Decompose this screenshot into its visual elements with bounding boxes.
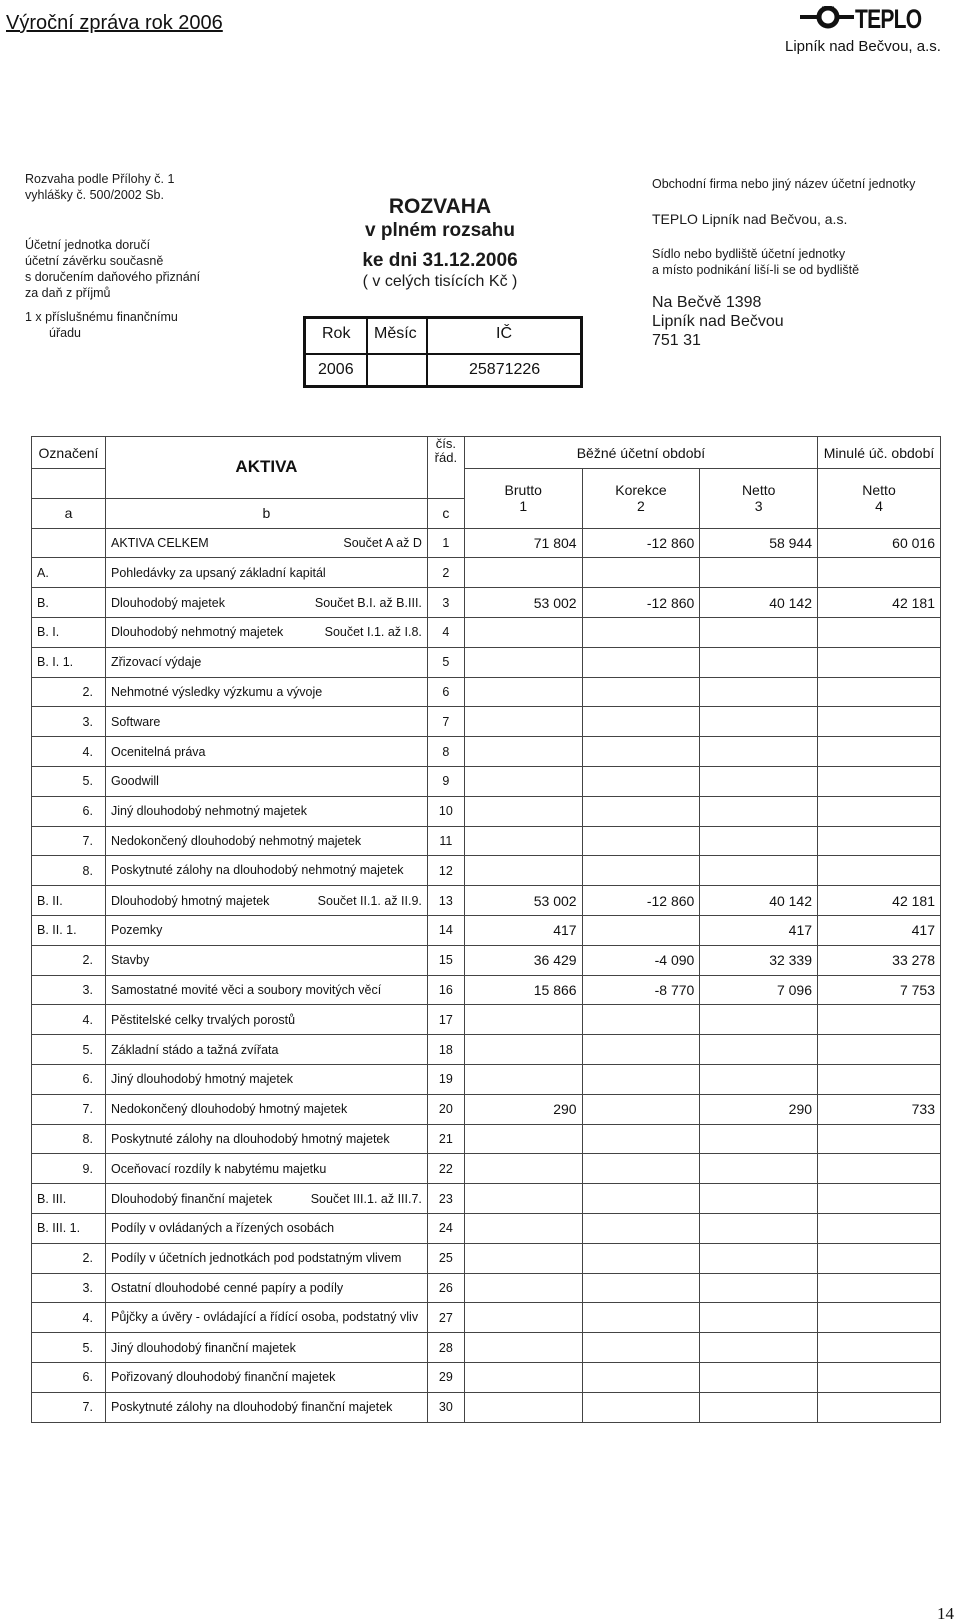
row-number: 11 [427, 826, 464, 856]
row-label: Podíly v ovládaných a řízených osobách [105, 1213, 427, 1243]
row-brutto: 36 429 [464, 945, 582, 975]
row-oznaceni: 2. [32, 1243, 106, 1273]
row-netto-prev [818, 1362, 941, 1392]
row-korekce [582, 1273, 700, 1303]
row-oznaceni: 4. [32, 737, 106, 767]
row-label: Software [105, 707, 427, 737]
header-aktiva: AKTIVA [105, 437, 427, 499]
sub-b: b [105, 498, 427, 528]
row-netto-prev: 42 181 [818, 886, 941, 916]
row-korekce [582, 677, 700, 707]
sub-c: c [427, 498, 464, 528]
left-note-1: Rozvaha podle Přílohy č. 1 vyhlášky č. 500/2002 Sb. [25, 172, 175, 202]
row-label: Nedokončený dlouhodobý hmotný majetek [105, 1094, 427, 1124]
right-label-1: Obchodní firma nebo jiný název účetní jednotky [652, 177, 916, 191]
row-netto-prev [818, 1213, 941, 1243]
row-netto-prev: 60 016 [818, 528, 941, 558]
row-netto-prev [818, 1005, 941, 1035]
row-korekce [582, 856, 700, 886]
row-oznaceni: 5. [32, 1035, 106, 1065]
row-netto-prev [818, 1303, 941, 1333]
table-row [32, 707, 941, 737]
row-number: 18 [427, 1035, 464, 1065]
row-label: AKTIVA CELKEM Součet A až D [105, 528, 427, 558]
row-netto-prev [818, 1273, 941, 1303]
row-korekce [582, 915, 700, 945]
row-label: Dlouhodobý hmotný majetek Součet II.1. až II.9. [105, 886, 427, 916]
row-brutto [464, 1243, 582, 1273]
row-korekce: -4 090 [582, 945, 700, 975]
row-brutto [464, 1362, 582, 1392]
row-korekce [582, 1064, 700, 1094]
row-netto [700, 1362, 818, 1392]
row-label: Poskytnuté zálohy na dlouhodobý nehmotný majetek [105, 856, 427, 886]
row-netto-prev [818, 1124, 941, 1154]
row-korekce [582, 617, 700, 647]
row-netto-prev: 7 753 [818, 975, 941, 1005]
row-netto [700, 1303, 818, 1333]
row-brutto [464, 707, 582, 737]
row-netto [700, 1333, 818, 1363]
row-brutto: 417 [464, 915, 582, 945]
row-label: Půjčky a úvěry - ovládající a řídící osoba, podstatný vliv [105, 1303, 427, 1333]
row-brutto [464, 856, 582, 886]
header-netto-prev: Netto 4 [818, 469, 941, 529]
row-netto-prev [818, 796, 941, 826]
row-brutto [464, 1273, 582, 1303]
row-netto: 7 096 [700, 975, 818, 1005]
row-netto-prev [818, 1333, 941, 1363]
table-row [32, 737, 941, 767]
row-netto [700, 1124, 818, 1154]
row-netto [700, 1064, 818, 1094]
row-korekce: -12 860 [582, 886, 700, 916]
row-label: Nedokončený dlouhodobý nehmotný majetek [105, 826, 427, 856]
row-number: 22 [427, 1154, 464, 1184]
row-oznaceni: B. III. [32, 1184, 106, 1214]
ic-label: IČ [496, 325, 512, 342]
row-korekce [582, 1213, 700, 1243]
row-korekce [582, 1184, 700, 1214]
header-brutto: Brutto 1 [464, 469, 582, 529]
row-netto-prev [818, 1064, 941, 1094]
header-cis: čís. řád. [427, 437, 464, 499]
row-netto-prev [818, 1184, 941, 1214]
row-netto [700, 1213, 818, 1243]
row-label: Jiný dlouhodobý hmotný majetek [105, 1064, 427, 1094]
balance-sheet-table [31, 436, 941, 1423]
row-korekce [582, 737, 700, 767]
row-korekce [582, 766, 700, 796]
row-oznaceni: 3. [32, 707, 106, 737]
row-oznaceni: 6. [32, 1064, 106, 1094]
row-number: 28 [427, 1333, 464, 1363]
row-number: 24 [427, 1213, 464, 1243]
row-oznaceni: 3. [32, 975, 106, 1005]
row-brutto [464, 1213, 582, 1243]
row-number: 4 [427, 617, 464, 647]
row-korekce: -12 860 [582, 588, 700, 618]
row-brutto [464, 1184, 582, 1214]
row-label: Poskytnuté zálohy na dlouhodobý finanční majetek [105, 1392, 427, 1422]
row-oznaceni: 2. [32, 945, 106, 975]
table-row [32, 1362, 941, 1392]
table-row [32, 856, 941, 886]
row-number: 5 [427, 647, 464, 677]
row-korekce [582, 1035, 700, 1065]
row-oznaceni: 4. [32, 1303, 106, 1333]
table-row [32, 1154, 941, 1184]
row-number: 26 [427, 1273, 464, 1303]
row-oznaceni: 2. [32, 677, 106, 707]
row-netto-prev [818, 558, 941, 588]
row-netto [700, 1243, 818, 1273]
table-row [32, 945, 941, 975]
row-number: 17 [427, 1005, 464, 1035]
row-netto [700, 1392, 818, 1422]
row-label: Jiný dlouhodobý nehmotný majetek [105, 796, 427, 826]
row-oznaceni: B. [32, 588, 106, 618]
row-sum: Součet A až D [343, 535, 422, 550]
table-row [32, 1303, 941, 1333]
row-oznaceni: 6. [32, 1362, 106, 1392]
row-number: 16 [427, 975, 464, 1005]
row-brutto [464, 766, 582, 796]
row-oznaceni: 8. [32, 1124, 106, 1154]
row-korekce [582, 1362, 700, 1392]
row-korekce [582, 707, 700, 737]
row-netto: 32 339 [700, 945, 818, 975]
row-netto [700, 677, 818, 707]
row-number: 10 [427, 796, 464, 826]
row-netto [700, 796, 818, 826]
row-netto-prev: 733 [818, 1094, 941, 1124]
row-netto [700, 856, 818, 886]
table-row [32, 1005, 941, 1035]
header-bezne: Běžné účetní období [464, 437, 817, 469]
row-korekce [582, 1303, 700, 1333]
row-netto-prev: 417 [818, 915, 941, 945]
row-netto-prev [818, 617, 941, 647]
mesic-label: Měsíc [374, 325, 417, 342]
row-number: 21 [427, 1124, 464, 1154]
table-row [32, 1273, 941, 1303]
table-row [32, 915, 941, 945]
doc-units: ( v celých tisících Kč ) [362, 273, 518, 290]
report-title: Výroční zpráva rok 2006 [6, 12, 223, 34]
row-brutto [464, 617, 582, 647]
row-netto: 40 142 [700, 886, 818, 916]
row-netto: 58 944 [700, 528, 818, 558]
table-row [32, 558, 941, 588]
row-oznaceni: 5. [32, 766, 106, 796]
right-label-2: Sídlo nebo bydliště účetní jednotky a místo podnikání liší-li se od bydliště [652, 247, 860, 277]
row-oznaceni: 7. [32, 1392, 106, 1422]
row-netto [700, 737, 818, 767]
table-row [32, 826, 941, 856]
row-korekce: -8 770 [582, 975, 700, 1005]
row-number: 29 [427, 1362, 464, 1392]
row-brutto: 53 002 [464, 588, 582, 618]
left-note-3: 1 x příslušnému finančnímu úřadu [25, 310, 178, 340]
row-netto [700, 1154, 818, 1184]
company-name: Lipník nad Bečvou, a.s. [785, 38, 941, 55]
row-netto-prev [818, 737, 941, 767]
row-korekce [582, 826, 700, 856]
row-korekce [582, 1124, 700, 1154]
row-netto: 290 [700, 1094, 818, 1124]
row-number: 6 [427, 677, 464, 707]
rok-value: 2006 [318, 361, 354, 378]
row-number: 12 [427, 856, 464, 886]
left-note-2: Účetní jednotka doručí účetní závěrku současně s doručením daňového přiznání za daň z příjmů [25, 238, 201, 300]
header-korekce: Korekce 2 [582, 469, 700, 529]
row-netto [700, 617, 818, 647]
table-row [32, 796, 941, 826]
row-label: Základní stádo a tažná zvířata [105, 1035, 427, 1065]
row-label: Samostatné movité věci a soubory movitých věcí [105, 975, 427, 1005]
ic-value: 25871226 [469, 361, 541, 378]
row-label: Pěstitelské celky trvalých porostů [105, 1005, 427, 1035]
row-oznaceni: 3. [32, 1273, 106, 1303]
row-brutto [464, 826, 582, 856]
table-row [32, 1035, 941, 1065]
row-number: 9 [427, 766, 464, 796]
row-label: Zřizovací výdaje [105, 647, 427, 677]
row-number: 20 [427, 1094, 464, 1124]
row-netto-prev [818, 826, 941, 856]
row-netto: 417 [700, 915, 818, 945]
sub-a: a [32, 498, 106, 528]
table-row [32, 1333, 941, 1363]
row-oznaceni: B. III. 1. [32, 1213, 106, 1243]
row-oznaceni: B. I. [32, 617, 106, 647]
table-row [32, 528, 941, 558]
row-brutto [464, 1064, 582, 1094]
row-oznaceni: B. II. 1. [32, 915, 106, 945]
row-brutto [464, 1154, 582, 1184]
row-korekce [582, 1333, 700, 1363]
table-row [32, 647, 941, 677]
row-brutto [464, 1124, 582, 1154]
row-korekce [582, 1005, 700, 1035]
table-row [32, 975, 941, 1005]
row-number: 25 [427, 1243, 464, 1273]
row-korekce [582, 1094, 700, 1124]
row-label: Pořizovaný dlouhodobý finanční majetek [105, 1362, 427, 1392]
row-oznaceni: 7. [32, 1094, 106, 1124]
table-row [32, 1184, 941, 1214]
row-brutto [464, 558, 582, 588]
row-label: Ocenitelná práva [105, 737, 427, 767]
doc-title: ROZVAHA [388, 195, 492, 218]
row-netto-prev [818, 677, 941, 707]
row-label: Stavby [105, 945, 427, 975]
doc-date: ke dni 31.12.2006 [362, 250, 518, 271]
logo-text: TEPLO [855, 4, 922, 34]
row-netto [700, 766, 818, 796]
row-label: Poskytnuté zálohy na dlouhodobý hmotný majetek [105, 1124, 427, 1154]
row-number: 15 [427, 945, 464, 975]
table-row [32, 1064, 941, 1094]
row-oznaceni: B. II. [32, 886, 106, 916]
row-label: Nehmotné výsledky výzkumu a vývoje [105, 677, 427, 707]
row-brutto [464, 677, 582, 707]
row-oznaceni: A. [32, 558, 106, 588]
row-netto [700, 707, 818, 737]
rok-label: Rok [322, 325, 351, 342]
row-brutto [464, 796, 582, 826]
row-oznaceni: 4. [32, 1005, 106, 1035]
address: Na Bečvě 1398 Lipník nad Bečvou 751 31 [652, 294, 784, 349]
row-sum: Součet B.I. až B.III. [314, 595, 422, 610]
row-netto-prev [818, 647, 941, 677]
row-label: Dlouhodobý majetek Součet B.I. až B.III. [105, 588, 427, 618]
row-number: 1 [427, 528, 464, 558]
row-korekce [582, 647, 700, 677]
page-number: 14 [937, 1604, 954, 1623]
row-netto-prev [818, 1243, 941, 1273]
row-netto-prev [818, 1035, 941, 1065]
row-oznaceni: 9. [32, 1154, 106, 1184]
header-netto: Netto 3 [700, 469, 818, 529]
row-netto-prev [818, 1154, 941, 1184]
row-label: Podíly v účetních jednotkách pod podstatným vlivem [105, 1243, 427, 1273]
row-oznaceni: B. I. 1. [32, 647, 106, 677]
table-row [32, 1243, 941, 1273]
row-sum: Součet I.1. až I.8. [324, 625, 422, 640]
row-label: Oceňovací rozdíly k nabytému majetku [105, 1154, 427, 1184]
table-row [32, 886, 941, 916]
row-label: Dlouhodobý finanční majetek Součet III.1. až III.7. [105, 1184, 427, 1214]
row-netto-prev [818, 707, 941, 737]
row-netto-prev [818, 766, 941, 796]
row-oznaceni: 6. [32, 796, 106, 826]
row-number: 27 [427, 1303, 464, 1333]
row-brutto [464, 737, 582, 767]
row-number: 7 [427, 707, 464, 737]
row-brutto: 71 804 [464, 528, 582, 558]
row-korekce [582, 1154, 700, 1184]
row-netto [700, 647, 818, 677]
row-brutto: 290 [464, 1094, 582, 1124]
table-row [32, 1124, 941, 1154]
row-brutto: 53 002 [464, 886, 582, 916]
row-netto [700, 826, 818, 856]
row-brutto: 15 866 [464, 975, 582, 1005]
table-row [32, 766, 941, 796]
table-row [32, 588, 941, 618]
row-oznaceni: 7. [32, 826, 106, 856]
row-sum: Součet II.1. až II.9. [317, 893, 422, 908]
table-row [32, 1213, 941, 1243]
row-brutto [464, 1035, 582, 1065]
table-row [32, 1094, 941, 1124]
header-minule: Minulé úč. období [818, 437, 941, 469]
row-netto-prev [818, 856, 941, 886]
row-netto [700, 558, 818, 588]
row-brutto [464, 647, 582, 677]
firm-name: TEPLO Lipník nad Bečvou, a.s. [652, 211, 848, 227]
table-row [32, 617, 941, 647]
row-netto-prev: 42 181 [818, 588, 941, 618]
row-oznaceni: 8. [32, 856, 106, 886]
row-netto [700, 1035, 818, 1065]
row-korekce [582, 796, 700, 826]
row-number: 13 [427, 886, 464, 916]
row-netto [700, 1273, 818, 1303]
row-netto [700, 1005, 818, 1035]
row-number: 8 [427, 737, 464, 767]
row-korekce [582, 1392, 700, 1422]
row-brutto [464, 1392, 582, 1422]
row-label: Pohledávky za upsaný základní kapitál [105, 558, 427, 588]
row-number: 14 [427, 915, 464, 945]
row-korekce [582, 1243, 700, 1273]
table-row [32, 677, 941, 707]
row-brutto [464, 1303, 582, 1333]
row-netto-prev: 33 278 [818, 945, 941, 975]
row-number: 2 [427, 558, 464, 588]
table-row [32, 1392, 941, 1422]
row-korekce [582, 558, 700, 588]
row-oznaceni: 5. [32, 1333, 106, 1363]
row-label: Goodwill [105, 766, 427, 796]
row-number: 30 [427, 1392, 464, 1422]
row-label: Dlouhodobý nehmotný majetek Součet I.1. až I.8. [105, 617, 427, 647]
row-label: Jiný dlouhodobý finanční majetek [105, 1333, 427, 1363]
row-oznaceni [32, 528, 106, 558]
doc-subtitle: v plném rozsahu [365, 220, 515, 241]
row-label: Pozemky [105, 915, 427, 945]
row-number: 23 [427, 1184, 464, 1214]
header-oznaceni: Označení [32, 437, 106, 469]
row-sum: Součet III.1. až III.7. [310, 1191, 422, 1206]
row-korekce: -12 860 [582, 528, 700, 558]
row-brutto [464, 1333, 582, 1363]
row-netto-prev [818, 1392, 941, 1422]
row-number: 19 [427, 1064, 464, 1094]
row-brutto [464, 1005, 582, 1035]
row-netto [700, 1184, 818, 1214]
row-netto: 40 142 [700, 588, 818, 618]
row-label: Ostatní dlouhodobé cenné papíry a podíly [105, 1273, 427, 1303]
row-number: 3 [427, 588, 464, 618]
rok-ic-box [303, 316, 583, 388]
